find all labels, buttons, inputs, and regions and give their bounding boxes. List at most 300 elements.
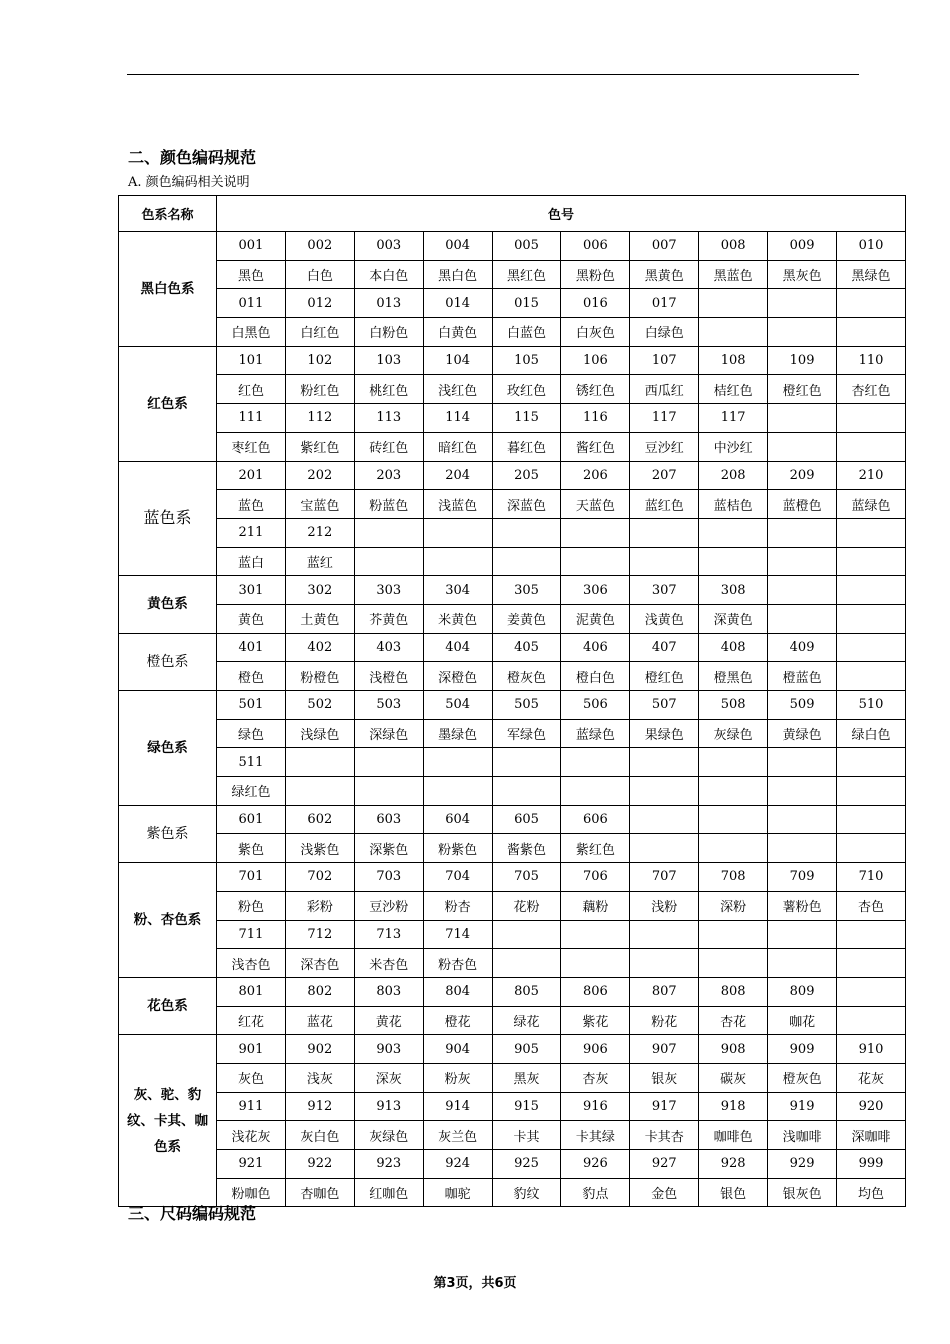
- table-row: [119, 920, 906, 949]
- color-code-cell: [837, 518, 906, 547]
- color-name-cell: 黑色: [217, 260, 286, 289]
- color-name-cell: [837, 777, 906, 806]
- color-name-cell: [630, 777, 699, 806]
- color-family-name: 蓝色系: [119, 461, 217, 576]
- color-code-cell: 712: [285, 920, 354, 949]
- color-code-cell: 011: [217, 289, 286, 318]
- color-code-cell: 502: [285, 691, 354, 720]
- color-family-name: 黑白色系: [119, 232, 217, 347]
- color-name-cell: 黑红色: [492, 260, 561, 289]
- color-code-cell: 713: [354, 920, 423, 949]
- color-code-cell: 927: [630, 1150, 699, 1179]
- color-code-cell: 511: [217, 748, 286, 777]
- color-code-cell: 999: [837, 1150, 906, 1179]
- color-code-cell: 912: [285, 1092, 354, 1121]
- color-name-cell: 咖花: [768, 1006, 837, 1035]
- color-name-cell: 白红色: [285, 318, 354, 347]
- color-name-cell: [423, 547, 492, 576]
- color-code-cell: [492, 518, 561, 547]
- color-name-cell: 酱紫色: [492, 834, 561, 863]
- color-code-cell: 211: [217, 518, 286, 547]
- color-name-cell: 蓝绿色: [837, 490, 906, 519]
- color-code-cell: [630, 805, 699, 834]
- color-name-cell: 果绿色: [630, 719, 699, 748]
- color-code-cell: [561, 920, 630, 949]
- color-name-cell: 藕粉: [561, 891, 630, 920]
- color-code-cell: 103: [354, 346, 423, 375]
- color-code-cell: 402: [285, 633, 354, 662]
- color-code-cell: 804: [423, 977, 492, 1006]
- color-name-cell: 灰兰色: [423, 1121, 492, 1150]
- color-name-cell: 蓝桔色: [699, 490, 768, 519]
- color-name-cell: 蓝色: [217, 490, 286, 519]
- table-row: [119, 1121, 906, 1150]
- color-code-cell: 209: [768, 461, 837, 490]
- color-name-cell: 花粉: [492, 891, 561, 920]
- color-code-cell: [837, 404, 906, 433]
- color-code-cell: 006: [561, 232, 630, 261]
- color-name-cell: [561, 949, 630, 978]
- color-code-cell: 109: [768, 346, 837, 375]
- color-code-cell: [354, 748, 423, 777]
- color-code-cell: 207: [630, 461, 699, 490]
- color-code-cell: [561, 518, 630, 547]
- color-name-cell: 红色: [217, 375, 286, 404]
- color-name-cell: 紫红色: [285, 432, 354, 461]
- color-code-cell: 002: [285, 232, 354, 261]
- color-name-cell: 深橙色: [423, 662, 492, 691]
- color-name-cell: [492, 777, 561, 806]
- color-code-cell: 913: [354, 1092, 423, 1121]
- color-name-cell: 黑黄色: [630, 260, 699, 289]
- color-name-cell: 绿花: [492, 1006, 561, 1035]
- color-name-cell: 豹纹: [492, 1178, 561, 1207]
- color-name-cell: [699, 834, 768, 863]
- color-name-cell: 浅黄色: [630, 604, 699, 633]
- color-code-cell: 602: [285, 805, 354, 834]
- color-name-cell: 白灰色: [561, 318, 630, 347]
- color-code-cell: 923: [354, 1150, 423, 1179]
- color-name-cell: 彩粉: [285, 891, 354, 920]
- color-code-cell: [768, 576, 837, 605]
- color-name-cell: [837, 1006, 906, 1035]
- header-code: 色号: [217, 196, 906, 232]
- table-row: [119, 834, 906, 863]
- color-name-cell: 白黄色: [423, 318, 492, 347]
- color-code-cell: 909: [768, 1035, 837, 1064]
- color-code-cell: 929: [768, 1150, 837, 1179]
- table-row: [119, 633, 906, 662]
- color-code-cell: 303: [354, 576, 423, 605]
- color-code-cell: 915: [492, 1092, 561, 1121]
- color-name-cell: 深咖啡: [837, 1121, 906, 1150]
- color-name-cell: 酱红色: [561, 432, 630, 461]
- color-family-name: 红色系: [119, 346, 217, 461]
- color-code-cell: [630, 748, 699, 777]
- color-name-cell: 深绿色: [354, 719, 423, 748]
- color-code-cell: 906: [561, 1035, 630, 1064]
- color-code-cell: 111: [217, 404, 286, 433]
- color-code-cell: 705: [492, 863, 561, 892]
- color-family-name: 紫色系: [119, 805, 217, 862]
- color-code-cell: [699, 289, 768, 318]
- color-name-cell: 黄色: [217, 604, 286, 633]
- color-code-cell: 606: [561, 805, 630, 834]
- color-name-cell: 深紫色: [354, 834, 423, 863]
- color-code-cell: [837, 289, 906, 318]
- color-name-cell: 橙花: [423, 1006, 492, 1035]
- color-code-cell: [354, 518, 423, 547]
- color-name-cell: 泥黄色: [561, 604, 630, 633]
- color-name-cell: [699, 547, 768, 576]
- color-name-cell: 桔红色: [699, 375, 768, 404]
- color-code-cell: 014: [423, 289, 492, 318]
- color-name-cell: [492, 949, 561, 978]
- color-code-cell: 205: [492, 461, 561, 490]
- color-name-cell: 天蓝色: [561, 490, 630, 519]
- color-name-cell: 绿红色: [217, 777, 286, 806]
- color-code-cell: 708: [699, 863, 768, 892]
- color-name-cell: 碳灰: [699, 1063, 768, 1092]
- color-name-cell: 浅粉: [630, 891, 699, 920]
- color-code-cell: 212: [285, 518, 354, 547]
- color-name-cell: 白绿色: [630, 318, 699, 347]
- color-code-cell: 301: [217, 576, 286, 605]
- color-family-name: 绿色系: [119, 691, 217, 806]
- color-name-cell: 银灰: [630, 1063, 699, 1092]
- color-code-cell: [699, 805, 768, 834]
- color-code-cell: 904: [423, 1035, 492, 1064]
- color-code-cell: 605: [492, 805, 561, 834]
- color-name-cell: [837, 604, 906, 633]
- color-code-cell: 201: [217, 461, 286, 490]
- table-row: [119, 777, 906, 806]
- color-name-cell: 灰绿色: [699, 719, 768, 748]
- color-name-cell: 豆沙红: [630, 432, 699, 461]
- color-code-cell: 012: [285, 289, 354, 318]
- color-code-cell: 926: [561, 1150, 630, 1179]
- color-name-cell: [699, 777, 768, 806]
- color-code-cell: [768, 518, 837, 547]
- table-row: [119, 289, 906, 318]
- color-name-cell: 深杏色: [285, 949, 354, 978]
- color-code-cell: 009: [768, 232, 837, 261]
- color-name-cell: 卡其绿: [561, 1121, 630, 1150]
- color-name-cell: [768, 777, 837, 806]
- color-name-cell: [837, 432, 906, 461]
- color-name-cell: 橙红色: [630, 662, 699, 691]
- header-rule: [127, 74, 859, 75]
- color-code-cell: 015: [492, 289, 561, 318]
- color-name-cell: 本白色: [354, 260, 423, 289]
- color-code-cell: [423, 748, 492, 777]
- color-code-cell: 406: [561, 633, 630, 662]
- table-row: [119, 318, 906, 347]
- color-family-name: 粉、杏色系: [119, 863, 217, 978]
- color-code-cell: [492, 748, 561, 777]
- color-code-cell: 001: [217, 232, 286, 261]
- color-code-cell: 505: [492, 691, 561, 720]
- color-code-table: [118, 195, 906, 1207]
- color-name-cell: 绿色: [217, 719, 286, 748]
- color-family-name: 灰、驼、豹纹、卡其、咖色系: [119, 1035, 217, 1207]
- page-footer: 第3页，共6页: [433, 1276, 517, 1291]
- color-family-name: 橙色系: [119, 633, 217, 690]
- color-code-cell: 408: [699, 633, 768, 662]
- color-name-cell: 银灰色: [768, 1178, 837, 1207]
- color-name-cell: [837, 834, 906, 863]
- color-code-cell: [768, 748, 837, 777]
- color-code-cell: [837, 633, 906, 662]
- table-row: [119, 232, 906, 261]
- color-code-cell: 016: [561, 289, 630, 318]
- color-code-cell: 907: [630, 1035, 699, 1064]
- color-name-cell: 均色: [837, 1178, 906, 1207]
- table-row: [119, 1063, 906, 1092]
- color-code-cell: 005: [492, 232, 561, 261]
- table-row: [119, 1006, 906, 1035]
- color-code-cell: 307: [630, 576, 699, 605]
- color-code-cell: 709: [768, 863, 837, 892]
- color-code-cell: 203: [354, 461, 423, 490]
- color-code-cell: 908: [699, 1035, 768, 1064]
- color-code-cell: 803: [354, 977, 423, 1006]
- color-name-cell: 蓝花: [285, 1006, 354, 1035]
- color-code-cell: 110: [837, 346, 906, 375]
- table-body: [119, 232, 906, 1207]
- color-name-cell: 白黑色: [217, 318, 286, 347]
- color-code-cell: 711: [217, 920, 286, 949]
- color-name-cell: 浅蓝色: [423, 490, 492, 519]
- color-name-cell: 白粉色: [354, 318, 423, 347]
- color-code-cell: 922: [285, 1150, 354, 1179]
- color-name-cell: 咖驼: [423, 1178, 492, 1207]
- color-code-cell: 701: [217, 863, 286, 892]
- color-code-cell: 920: [837, 1092, 906, 1121]
- color-name-cell: 粉灰: [423, 1063, 492, 1092]
- color-name-cell: 黄绿色: [768, 719, 837, 748]
- color-name-cell: 灰白色: [285, 1121, 354, 1150]
- color-name-cell: 墨绿色: [423, 719, 492, 748]
- color-code-cell: 918: [699, 1092, 768, 1121]
- color-code-cell: 114: [423, 404, 492, 433]
- color-name-cell: [561, 547, 630, 576]
- color-name-cell: 灰绿色: [354, 1121, 423, 1150]
- color-code-cell: 210: [837, 461, 906, 490]
- color-code-cell: 808: [699, 977, 768, 1006]
- color-code-cell: [768, 289, 837, 318]
- color-code-cell: 304: [423, 576, 492, 605]
- color-name-cell: 浅杏色: [217, 949, 286, 978]
- table-row: [119, 662, 906, 691]
- color-name-cell: 深粉: [699, 891, 768, 920]
- color-name-cell: 杏色: [837, 891, 906, 920]
- color-name-cell: 西瓜红: [630, 375, 699, 404]
- color-name-cell: 橙灰色: [768, 1063, 837, 1092]
- table-row: [119, 977, 906, 1006]
- color-name-cell: 粉橙色: [285, 662, 354, 691]
- color-name-cell: 橙色: [217, 662, 286, 691]
- color-name-cell: 杏灰: [561, 1063, 630, 1092]
- color-code-cell: 503: [354, 691, 423, 720]
- table-row: [119, 1178, 906, 1207]
- color-code-cell: 702: [285, 863, 354, 892]
- color-code-cell: [630, 920, 699, 949]
- color-name-cell: 粉花: [630, 1006, 699, 1035]
- color-code-cell: 105: [492, 346, 561, 375]
- color-name-cell: 粉杏: [423, 891, 492, 920]
- color-name-cell: 枣红色: [217, 432, 286, 461]
- table-row: [119, 1035, 906, 1064]
- color-code-cell: 102: [285, 346, 354, 375]
- color-code-cell: 115: [492, 404, 561, 433]
- color-name-cell: 米黄色: [423, 604, 492, 633]
- color-name-cell: 浅红色: [423, 375, 492, 404]
- color-name-cell: 豆沙粉: [354, 891, 423, 920]
- color-code-cell: 603: [354, 805, 423, 834]
- color-name-cell: 橙灰色: [492, 662, 561, 691]
- color-code-cell: 504: [423, 691, 492, 720]
- color-code-cell: [837, 977, 906, 1006]
- color-code-cell: 407: [630, 633, 699, 662]
- color-code-cell: 509: [768, 691, 837, 720]
- table-row: [119, 375, 906, 404]
- color-code-cell: 404: [423, 633, 492, 662]
- color-name-cell: 黑白色: [423, 260, 492, 289]
- color-code-cell: 116: [561, 404, 630, 433]
- table-row: [119, 518, 906, 547]
- color-code-cell: 706: [561, 863, 630, 892]
- color-name-cell: 蓝红: [285, 547, 354, 576]
- color-code-cell: 409: [768, 633, 837, 662]
- color-name-cell: 杏花: [699, 1006, 768, 1035]
- color-code-cell: [630, 518, 699, 547]
- color-code-cell: 714: [423, 920, 492, 949]
- table-row: [119, 691, 906, 720]
- color-name-cell: 粉紫色: [423, 834, 492, 863]
- color-code-cell: 809: [768, 977, 837, 1006]
- color-name-cell: 白蓝色: [492, 318, 561, 347]
- color-code-cell: [285, 748, 354, 777]
- color-code-cell: 305: [492, 576, 561, 605]
- section-heading-size-coding: 三、尺码编码规范: [128, 1204, 257, 1223]
- color-name-cell: 绿白色: [837, 719, 906, 748]
- color-code-cell: [699, 920, 768, 949]
- color-name-cell: 黑绿色: [837, 260, 906, 289]
- color-name-cell: 紫红色: [561, 834, 630, 863]
- color-name-cell: 紫花: [561, 1006, 630, 1035]
- color-name-cell: 杏咖色: [285, 1178, 354, 1207]
- color-code-cell: 202: [285, 461, 354, 490]
- color-name-cell: 浅花灰: [217, 1121, 286, 1150]
- color-name-cell: 浅咖啡: [768, 1121, 837, 1150]
- color-code-cell: 914: [423, 1092, 492, 1121]
- color-name-cell: 粉杏色: [423, 949, 492, 978]
- color-name-cell: [768, 604, 837, 633]
- color-code-cell: 007: [630, 232, 699, 261]
- color-code-cell: 704: [423, 863, 492, 892]
- color-name-cell: 浅绿色: [285, 719, 354, 748]
- color-code-cell: 807: [630, 977, 699, 1006]
- color-name-cell: [837, 662, 906, 691]
- color-name-cell: 军绿色: [492, 719, 561, 748]
- color-code-cell: 306: [561, 576, 630, 605]
- color-name-cell: 红花: [217, 1006, 286, 1035]
- color-code-cell: 401: [217, 633, 286, 662]
- color-name-cell: 暗红色: [423, 432, 492, 461]
- color-name-cell: [492, 547, 561, 576]
- color-name-cell: 银色: [699, 1178, 768, 1207]
- color-code-cell: 204: [423, 461, 492, 490]
- color-name-cell: [630, 949, 699, 978]
- color-code-cell: [837, 805, 906, 834]
- table-row: [119, 547, 906, 576]
- color-code-cell: 911: [217, 1092, 286, 1121]
- color-name-cell: [768, 432, 837, 461]
- color-name-cell: [837, 318, 906, 347]
- color-code-cell: [768, 805, 837, 834]
- table-row: [119, 949, 906, 978]
- color-code-cell: 919: [768, 1092, 837, 1121]
- color-code-cell: 101: [217, 346, 286, 375]
- color-code-cell: [699, 748, 768, 777]
- color-name-cell: [768, 547, 837, 576]
- color-name-cell: 豹点: [561, 1178, 630, 1207]
- color-name-cell: 粉红色: [285, 375, 354, 404]
- color-code-cell: 208: [699, 461, 768, 490]
- table-row: [119, 260, 906, 289]
- color-code-cell: 510: [837, 691, 906, 720]
- color-code-cell: [561, 748, 630, 777]
- color-code-cell: [492, 920, 561, 949]
- color-code-cell: 508: [699, 691, 768, 720]
- subsection-title: A. 颜色编码相关说明: [128, 175, 250, 190]
- color-name-cell: 橙蓝色: [768, 662, 837, 691]
- color-name-cell: 暮红色: [492, 432, 561, 461]
- color-family-name: 黄色系: [119, 576, 217, 633]
- color-name-cell: 中沙红: [699, 432, 768, 461]
- color-name-cell: 粉蓝色: [354, 490, 423, 519]
- color-family-name: 花色系: [119, 977, 217, 1034]
- color-code-cell: 107: [630, 346, 699, 375]
- color-code-cell: 902: [285, 1035, 354, 1064]
- color-code-cell: 010: [837, 232, 906, 261]
- color-code-cell: 710: [837, 863, 906, 892]
- color-code-cell: [768, 404, 837, 433]
- color-name-cell: [768, 834, 837, 863]
- color-name-cell: 浅灰: [285, 1063, 354, 1092]
- color-name-cell: 玫红色: [492, 375, 561, 404]
- color-name-cell: 黑粉色: [561, 260, 630, 289]
- color-name-cell: [699, 949, 768, 978]
- color-name-cell: [768, 949, 837, 978]
- color-code-cell: 905: [492, 1035, 561, 1064]
- color-code-cell: 008: [699, 232, 768, 261]
- color-name-cell: 黑灰: [492, 1063, 561, 1092]
- color-code-cell: 501: [217, 691, 286, 720]
- color-name-cell: 芥黄色: [354, 604, 423, 633]
- color-name-cell: 卡其: [492, 1121, 561, 1150]
- color-name-cell: [768, 318, 837, 347]
- color-code-cell: 017: [630, 289, 699, 318]
- color-name-cell: [285, 777, 354, 806]
- table-row: [119, 604, 906, 633]
- color-name-cell: 浅橙色: [354, 662, 423, 691]
- table-row: [119, 432, 906, 461]
- color-code-cell: 604: [423, 805, 492, 834]
- header-family: 色系名称: [119, 196, 217, 232]
- color-name-cell: 粉色: [217, 891, 286, 920]
